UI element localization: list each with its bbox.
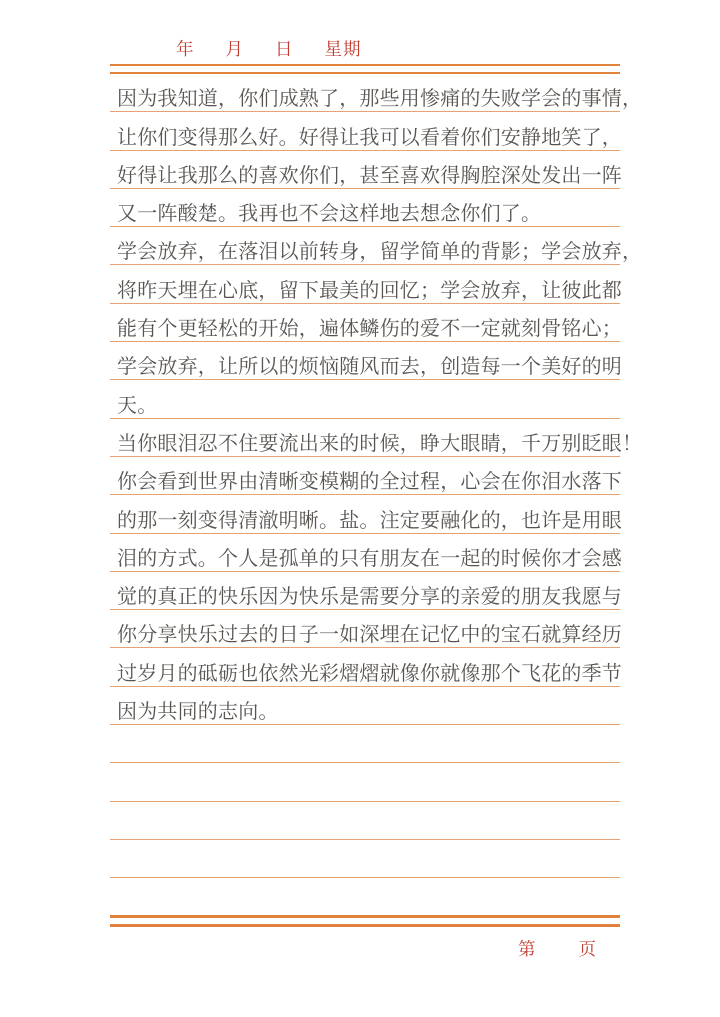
- handwritten-text-line: 的那一刻变得清澈明晰。盐。注定要融化的，也许是用眼: [117, 509, 622, 532]
- handwritten-text-line: 能有个更轻松的开始，遍体鳞伤的爱不一定就刻骨铭心；: [117, 318, 622, 341]
- handwritten-text-line: 让你们变得那么好。好得让我可以看着你们安静地笑了，: [117, 126, 622, 149]
- ruled-line-row: [110, 495, 620, 533]
- page-prefix-label: 第: [518, 939, 536, 959]
- ruled-line-row: [110, 572, 620, 610]
- date-header: [176, 36, 362, 61]
- ruled-line-row: [110, 840, 620, 878]
- handwritten-text-line: 你分享快乐过去的日子一如深埋在记忆中的宝石就算经历: [117, 624, 622, 647]
- handwritten-text-line: 又一阵酸楚。我再也不会这样地去想念你们了。: [117, 203, 542, 226]
- ruled-line-row: [110, 457, 620, 495]
- handwritten-text-line: 学会放弃，让所以的烦恼随风而去，创造每一个美好的明: [117, 356, 622, 379]
- handwritten-text-line: 泪的方式。个人是孤单的只有朋友在一起的时候你才会感: [117, 547, 622, 570]
- ruled-line-row: [110, 763, 620, 801]
- handwritten-text-line: 天。: [117, 394, 158, 417]
- ruled-line-row: [110, 227, 643, 265]
- year-label: 年: [176, 39, 195, 59]
- writing-sheet: [110, 0, 643, 1017]
- ruled-line-row: [110, 725, 620, 763]
- month-label: 月: [225, 39, 244, 59]
- day-label: 日: [275, 39, 294, 59]
- ruled-line-row: [110, 74, 643, 112]
- ruled-line-row: [110, 151, 620, 189]
- ruled-line-row: [110, 265, 620, 303]
- handwritten-text-line: 将昨天埋在心底，留下最美的回忆；学会放弃，让彼此都: [117, 279, 622, 302]
- ruled-line-row: [110, 380, 620, 418]
- ruled-line-row: [110, 342, 620, 380]
- handwritten-text-line: 学会放弃，在落泪以前转身，留学简单的背影；学会放弃，: [117, 241, 643, 264]
- handwritten-text-line: 觉的真正的快乐因为快乐是需要分享的亲爱的朋友我愿与: [117, 586, 622, 609]
- ruled-line-row: [110, 112, 620, 150]
- handwritten-text-line: 因为我知道，你们成熟了，那些用惨痛的失败学会的事情，: [117, 88, 643, 111]
- handwritten-text-line: 你会看到世界由清晰变模糊的全过程，心会在你泪水落下: [117, 471, 622, 494]
- ruled-line-row: [110, 534, 620, 572]
- header-double-rule: [110, 64, 620, 74]
- ruled-line-row: [110, 304, 620, 342]
- ruled-line-row: [110, 419, 643, 457]
- handwritten-text-line: 过岁月的砥砺也依然光彩熠熠就像你就像那个飞花的季节: [117, 662, 622, 685]
- handwritten-text-line: 因为共同的志向。: [117, 701, 279, 724]
- weekday-label: 星期: [324, 39, 362, 59]
- footer-double-rule: [110, 915, 620, 927]
- handwritten-text-line: 好得让我那么的喜欢你们，甚至喜欢得胸腔深处发出一阵: [117, 164, 622, 187]
- ruled-line-row: [110, 189, 620, 227]
- page-number-footer: [518, 936, 596, 961]
- page-suffix-label: 页: [578, 939, 596, 959]
- ruled-line-row: [110, 610, 620, 648]
- ruled-line-row: [110, 687, 620, 725]
- ruled-line-row: [110, 648, 620, 686]
- ruled-line-row: [110, 802, 620, 840]
- handwritten-text-line: 当你眼泪忍不住要流出来的时候，睁大眼睛，千万别眨眼！: [117, 432, 643, 455]
- ruled-lines-area: [110, 74, 643, 878]
